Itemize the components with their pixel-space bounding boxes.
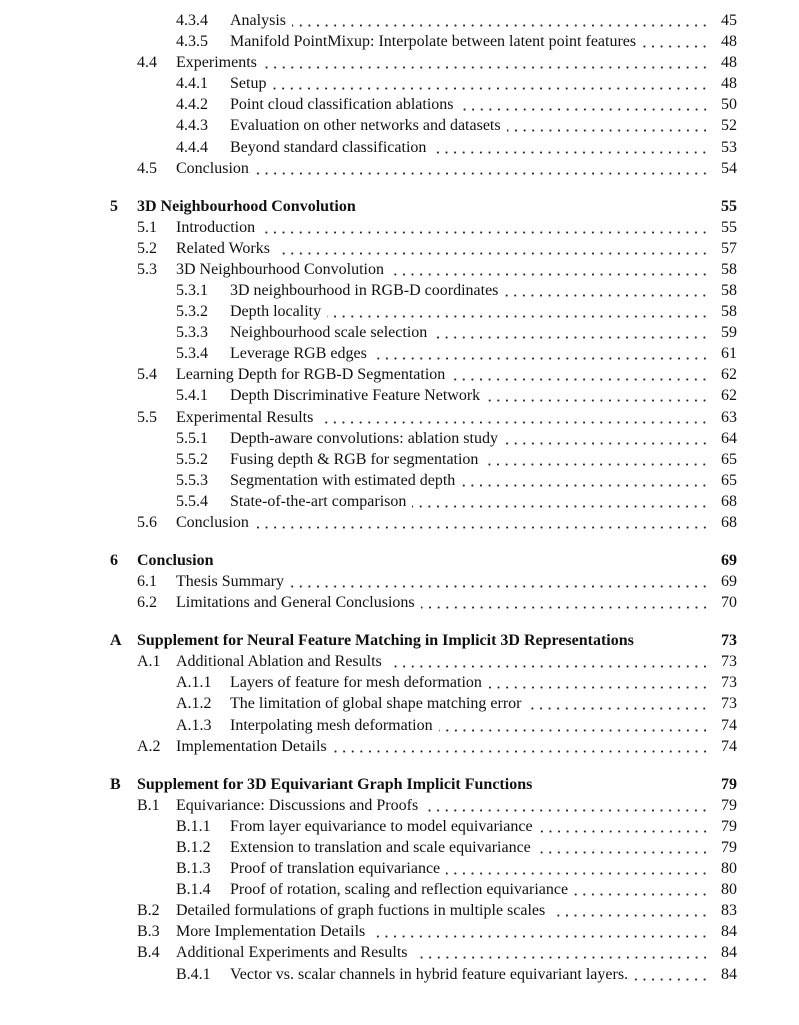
toc-entry-title-wrap [230, 449, 709, 470]
toc-entry-title-wrap [230, 964, 709, 985]
toc-entry-title[interactable]: Conclusion [176, 159, 249, 177]
toc-entry-section[interactable] [0, 592, 799, 613]
dot-leader [272, 73, 709, 94]
toc-entry-page: 58 [721, 303, 737, 321]
toc-entry-sub[interactable] [0, 280, 799, 301]
toc-entry-number: 5 [110, 197, 118, 215]
toc-entry-title-wrap [230, 115, 709, 136]
toc-entry-section[interactable] [0, 52, 799, 73]
toc-entry-title[interactable]: Proof of translation equivariance [230, 860, 441, 878]
toc-entry-title-wrap [230, 715, 709, 736]
toc-entry-title-wrap [230, 73, 709, 94]
toc-entry-title[interactable]: More Implementation Details [176, 923, 366, 941]
toc-entry-title-wrap [176, 592, 709, 613]
toc-entry-page: 63 [721, 408, 737, 426]
toc-entry-page: 57 [721, 239, 737, 257]
toc-entry-number: 5.4 [137, 366, 157, 384]
toc-entry-title[interactable]: Neighbourhood scale selection [230, 324, 428, 342]
toc-entry-sub[interactable] [0, 115, 799, 136]
toc-entry-number: B.2 [137, 902, 160, 920]
toc-entry-sub[interactable] [0, 343, 799, 364]
toc-entry-page: 54 [721, 159, 737, 177]
toc-entry-page: 53 [721, 138, 737, 156]
toc-entry-title-wrap [230, 693, 709, 714]
dot-leader [414, 942, 709, 963]
toc-entry-title[interactable]: Additional Experiments and Results [176, 944, 408, 962]
toc-entry-section[interactable] [0, 407, 799, 428]
toc-entry-title-wrap [230, 301, 709, 322]
toc-entry-sub[interactable] [0, 816, 799, 837]
dot-leader [263, 52, 709, 73]
toc-entry-number: A.1.3 [176, 716, 212, 734]
toc-entry-chapter[interactable] [0, 196, 799, 217]
toc-entry-page: 73 [721, 632, 737, 650]
toc-entry-title-wrap [176, 52, 709, 73]
toc-entry-title[interactable]: Additional Ablation and Results [176, 653, 382, 671]
toc-entry-page: 61 [721, 345, 737, 363]
toc-entry-title-wrap [176, 512, 709, 533]
toc-entry-title-wrap [230, 343, 709, 364]
toc-entry-title-wrap [176, 571, 709, 592]
toc-entry-number: 5.1 [137, 218, 157, 236]
dot-leader [412, 491, 709, 512]
dot-leader [388, 651, 709, 672]
toc-entry-title[interactable]: Detailed formulations of graph fuctions in multiple scales [176, 902, 546, 920]
toc-entry-section[interactable] [0, 217, 799, 238]
toc-entry-page: 79 [721, 796, 737, 814]
toc-entry-title-wrap [230, 837, 709, 858]
toc-entry-title[interactable]: Manifold PointMixup: Interpolate between latent point features [230, 33, 637, 51]
toc-entry-title[interactable]: Supplement for 3D Equivariant Graph Implicit Functions [137, 775, 533, 793]
dot-leader [424, 795, 709, 816]
toc-entry-page: 65 [721, 450, 737, 468]
toc-entry-title-wrap [230, 94, 709, 115]
dot-leader [432, 137, 709, 158]
toc-entry-number: A.1 [137, 653, 161, 671]
toc-entry-title[interactable]: Conclusion [176, 514, 249, 532]
toc-entry-number: 4.3.5 [176, 33, 208, 51]
toc-entry-title-wrap [176, 364, 709, 385]
toc-entry-title[interactable]: Evaluation on other networks and datasets [230, 117, 501, 135]
toc-entry-title[interactable]: Equivariance: Discussions and Proofs [176, 796, 419, 814]
toc-entry-section[interactable] [0, 921, 799, 942]
toc-entry-title-wrap [137, 774, 707, 795]
toc-entry-number: A.1.2 [176, 695, 212, 713]
toc-entry-sub[interactable] [0, 491, 799, 512]
toc-entry-page: 55 [721, 218, 737, 236]
toc-entry-number: 5.6 [137, 514, 157, 532]
toc-entry-section[interactable] [0, 942, 799, 963]
toc-entry-number: B.1.2 [176, 838, 211, 856]
toc-entry-title[interactable]: Conclusion [137, 552, 214, 570]
toc-entry-title[interactable]: Vector vs. scalar channels in hybrid feature equivariant layers. [230, 965, 629, 983]
toc-entry-page: 48 [721, 75, 737, 93]
dot-leader [255, 512, 709, 533]
toc-entry-title[interactable]: Layers of feature for mesh deformation [230, 674, 482, 692]
toc-entry-section[interactable] [0, 736, 799, 757]
toc-entry-number: 5.5.3 [176, 471, 208, 489]
toc-entry-section[interactable] [0, 364, 799, 385]
table-of-contents [0, 10, 799, 985]
toc-entry-title-wrap [176, 238, 709, 259]
toc-entry-number: A [110, 632, 122, 650]
toc-entry-title[interactable]: Proof of rotation, scaling and reflection equivariance [230, 881, 569, 899]
toc-entry-page: 62 [721, 387, 737, 405]
toc-entry-page: 65 [721, 471, 737, 489]
toc-entry-number: 4.3.4 [176, 12, 208, 29]
dot-leader [634, 964, 709, 985]
toc-entry-page: 84 [721, 965, 737, 983]
toc-entry-section[interactable] [0, 651, 799, 672]
toc-entry-sub[interactable] [0, 672, 799, 693]
toc-entry-number: B.3 [137, 923, 160, 941]
toc-entry-title-wrap [230, 672, 709, 693]
toc-entry-title-wrap [176, 259, 709, 280]
toc-entry-number: A.2 [137, 737, 161, 755]
toc-entry-title[interactable]: Depth locality [230, 303, 322, 321]
toc-entry-title[interactable]: Supplement for Neural Feature Matching in Implicit 3D Representations [137, 632, 634, 650]
dot-leader [371, 921, 709, 942]
toc-entry-chapter[interactable] [0, 550, 799, 571]
toc-entry-page: 73 [721, 695, 737, 713]
toc-entry-page: 62 [721, 366, 737, 384]
toc-entry-title[interactable]: 3D Neighbourhood Convolution [137, 197, 356, 215]
toc-entry-title[interactable]: Fusing depth & RGB for segmentation [230, 450, 479, 468]
toc-entry-sub[interactable] [0, 322, 799, 343]
toc-entry-sub[interactable] [0, 693, 799, 714]
toc-entry-number: 5.3 [137, 260, 157, 278]
toc-entry-title[interactable]: Thesis Summary [176, 573, 284, 591]
dot-leader [421, 592, 709, 613]
toc-entry-section[interactable] [0, 900, 799, 921]
toc-entry-sub[interactable] [0, 301, 799, 322]
toc-entry-sub[interactable] [0, 31, 799, 52]
toc-entry-section[interactable] [0, 795, 799, 816]
toc-entry-sub[interactable] [0, 137, 799, 158]
toc-entry-page: 79 [721, 775, 737, 793]
dot-leader [551, 900, 709, 921]
toc-entry-number: 6.1 [137, 573, 157, 591]
dot-leader [488, 672, 709, 693]
toc-entry-number: A.1.1 [176, 674, 212, 692]
toc-entry-section[interactable] [0, 158, 799, 179]
dot-leader [292, 10, 709, 31]
toc-entry-title-wrap [176, 921, 709, 942]
toc-entry-page: 50 [721, 96, 737, 114]
dot-leader [255, 158, 709, 179]
dot-leader [333, 736, 709, 757]
toc-entry-title-wrap [176, 795, 709, 816]
toc-entry-number: 5.3.2 [176, 303, 208, 321]
toc-entry-number: B.4 [137, 944, 160, 962]
toc-entry-title[interactable]: From layer equivariance to model equivariance [230, 817, 533, 835]
dot-leader [504, 428, 709, 449]
toc-entry-title[interactable]: Experimental Results [176, 408, 314, 426]
toc-entry-page: 59 [721, 324, 737, 342]
toc-entry-title-wrap [230, 470, 709, 491]
dot-leader [504, 280, 709, 301]
toc-entry-page: 68 [721, 514, 737, 532]
toc-entry-page: 55 [721, 197, 737, 215]
toc-entry-number: 5.5 [137, 408, 157, 426]
dot-leader [390, 259, 709, 280]
toc-entry-number: 5.5.4 [176, 492, 208, 510]
toc-entry-title[interactable]: Related Works [176, 239, 270, 257]
dot-leader [433, 322, 709, 343]
toc-entry-sub[interactable] [0, 715, 799, 736]
toc-entry-title[interactable]: 3D neighbourhood in RGB-D coordinates [230, 282, 499, 300]
toc-entry-title[interactable]: Implementation Details [176, 737, 327, 755]
toc-entry-sub[interactable] [0, 470, 799, 491]
dot-leader [446, 858, 709, 879]
dot-leader [642, 31, 709, 52]
toc-entry-title[interactable]: Limitations and General Conclusions [176, 594, 415, 612]
toc-entry-sub[interactable] [0, 879, 799, 900]
toc-entry-title-wrap [176, 900, 709, 921]
toc-entry-title-wrap [230, 385, 709, 406]
toc-entry-number: B.1.3 [176, 860, 211, 878]
toc-entry-title-wrap [230, 858, 709, 879]
toc-entry-title-wrap [176, 407, 709, 428]
toc-entry-page: 79 [721, 817, 737, 835]
toc-entry-page: 73 [721, 674, 737, 692]
toc-entry-section[interactable] [0, 259, 799, 280]
toc-entry-title[interactable]: Point cloud classification ablations [230, 96, 454, 114]
toc-entry-page: 48 [721, 54, 737, 72]
toc-entry-title-wrap [230, 322, 709, 343]
dot-leader [527, 693, 709, 714]
toc-entry-title[interactable]: Segmentation with estimated depth [230, 471, 456, 489]
toc-entry-page: 80 [721, 860, 737, 878]
toc-entry-page: 58 [721, 282, 737, 300]
toc-entry-number: 5.4.1 [176, 387, 208, 405]
toc-entry-number: 5.5.1 [176, 429, 208, 447]
toc-entry-title-wrap [230, 280, 709, 301]
toc-entry-number: 6.2 [137, 594, 157, 612]
toc-entry-page: 80 [721, 881, 737, 899]
toc-entry-title[interactable]: Leverage RGB edges [230, 345, 367, 363]
dot-leader [484, 449, 709, 470]
toc-entry-title-wrap [230, 137, 709, 158]
toc-entry-number: 5.3.3 [176, 324, 208, 342]
toc-entry-sub[interactable] [0, 964, 799, 985]
dot-leader [290, 571, 709, 592]
dot-leader [327, 301, 709, 322]
toc-entry-number: 4.4.4 [176, 138, 208, 156]
toc-entry-title[interactable]: Depth Discriminative Feature Network [230, 387, 481, 405]
toc-entry-title-wrap [137, 550, 707, 571]
toc-entry-number: B [110, 775, 121, 793]
toc-entry-title-wrap [230, 10, 709, 31]
toc-entry-sub[interactable] [0, 73, 799, 94]
toc-entry-chapter[interactable] [0, 774, 799, 795]
toc-entry-number: 5.5.2 [176, 450, 208, 468]
toc-entry-title-wrap [176, 651, 709, 672]
toc-entry-title-wrap [230, 31, 709, 52]
dot-leader [276, 238, 709, 259]
toc-entry-title[interactable]: Setup [230, 75, 267, 93]
dot-leader [319, 407, 709, 428]
toc-entry-title[interactable]: The limitation of global shape matching error [230, 695, 522, 713]
toc-entry-page: 48 [721, 33, 737, 51]
dot-leader [461, 470, 709, 491]
toc-entry-page: 74 [721, 737, 737, 755]
toc-entry-sub[interactable] [0, 10, 799, 31]
toc-entry-title[interactable]: Analysis [230, 12, 286, 29]
toc-entry-title-wrap [230, 879, 709, 900]
dot-leader [539, 816, 709, 837]
toc-entry-section[interactable] [0, 571, 799, 592]
toc-entry-sub[interactable] [0, 449, 799, 470]
toc-entry-page: 74 [721, 716, 737, 734]
dot-leader [373, 343, 709, 364]
toc-entry-page: 69 [721, 573, 737, 591]
toc-entry-sub[interactable] [0, 94, 799, 115]
toc-entry-page: 64 [721, 429, 737, 447]
toc-entry-title-wrap [176, 736, 709, 757]
toc-entry-page: 45 [721, 12, 737, 29]
toc-entry-title[interactable]: 3D Neighbourhood Convolution [176, 260, 384, 278]
toc-entry-title-wrap [230, 428, 709, 449]
toc-entry-title-wrap [137, 630, 707, 651]
toc-entry-number: B.1.4 [176, 881, 211, 899]
toc-entry-page: 52 [721, 117, 737, 135]
dot-leader [460, 94, 709, 115]
toc-entry-title-wrap [137, 196, 707, 217]
toc-entry-title-wrap [230, 816, 709, 837]
toc-entry-page: 70 [721, 594, 737, 612]
dot-leader [451, 364, 709, 385]
toc-entry-page: 69 [721, 552, 737, 570]
toc-entry-title[interactable]: Extension to translation and scale equivariance [230, 838, 531, 856]
toc-entry-title-wrap [176, 942, 709, 963]
toc-entry-section[interactable] [0, 238, 799, 259]
toc-entry-number: 5.3.1 [176, 282, 208, 300]
toc-entry-number: 4.4.3 [176, 117, 208, 135]
toc-entry-number: 4.5 [137, 159, 157, 177]
toc-entry-page: 58 [721, 260, 737, 278]
toc-entry-chapter[interactable] [0, 630, 799, 651]
toc-entry-number: 4.4.2 [176, 96, 208, 114]
toc-entry-number: 4.4 [137, 54, 157, 72]
toc-entry-sub[interactable] [0, 837, 799, 858]
toc-entry-page: 79 [721, 838, 737, 856]
toc-entry-page: 84 [721, 923, 737, 941]
toc-entry-title[interactable]: Interpolating mesh deformation [230, 716, 433, 734]
toc-entry-sub[interactable] [0, 428, 799, 449]
toc-entry-page: 68 [721, 492, 737, 510]
dot-leader [261, 217, 709, 238]
toc-entry-title-wrap [176, 217, 709, 238]
toc-entry-title[interactable]: Depth-aware convolutions: ablation study [230, 429, 498, 447]
toc-entry-page: 83 [721, 902, 737, 920]
toc-entry-section[interactable] [0, 512, 799, 533]
toc-entry-number: 5.3.4 [176, 345, 208, 363]
toc-entry-sub[interactable] [0, 858, 799, 879]
toc-entry-number: 6 [110, 552, 118, 570]
toc-entry-title[interactable]: Beyond standard classification [230, 138, 427, 156]
toc-entry-number: 4.4.1 [176, 75, 208, 93]
dot-leader [537, 837, 709, 858]
dot-leader [507, 115, 709, 136]
toc-entry-page: 84 [721, 944, 737, 962]
toc-entry-title[interactable]: Learning Depth for RGB-D Segmentation [176, 366, 446, 384]
toc-entry-sub[interactable] [0, 385, 799, 406]
toc-entry-page: 73 [721, 653, 737, 671]
dot-leader [574, 879, 709, 900]
toc-entry-number: B.1.1 [176, 817, 211, 835]
toc-entry-title[interactable]: Experiments [176, 54, 257, 72]
toc-entry-title-wrap [176, 158, 709, 179]
dot-leader [486, 385, 709, 406]
toc-entry-number: 5.2 [137, 239, 157, 257]
toc-entry-title[interactable]: State-of-the-art comparison [230, 492, 407, 510]
dot-leader [439, 715, 709, 736]
toc-entry-title[interactable]: Introduction [176, 218, 256, 236]
toc-entry-number: B.4.1 [176, 965, 211, 983]
toc-entry-number: B.1 [137, 796, 160, 814]
toc-entry-title-wrap [230, 491, 709, 512]
